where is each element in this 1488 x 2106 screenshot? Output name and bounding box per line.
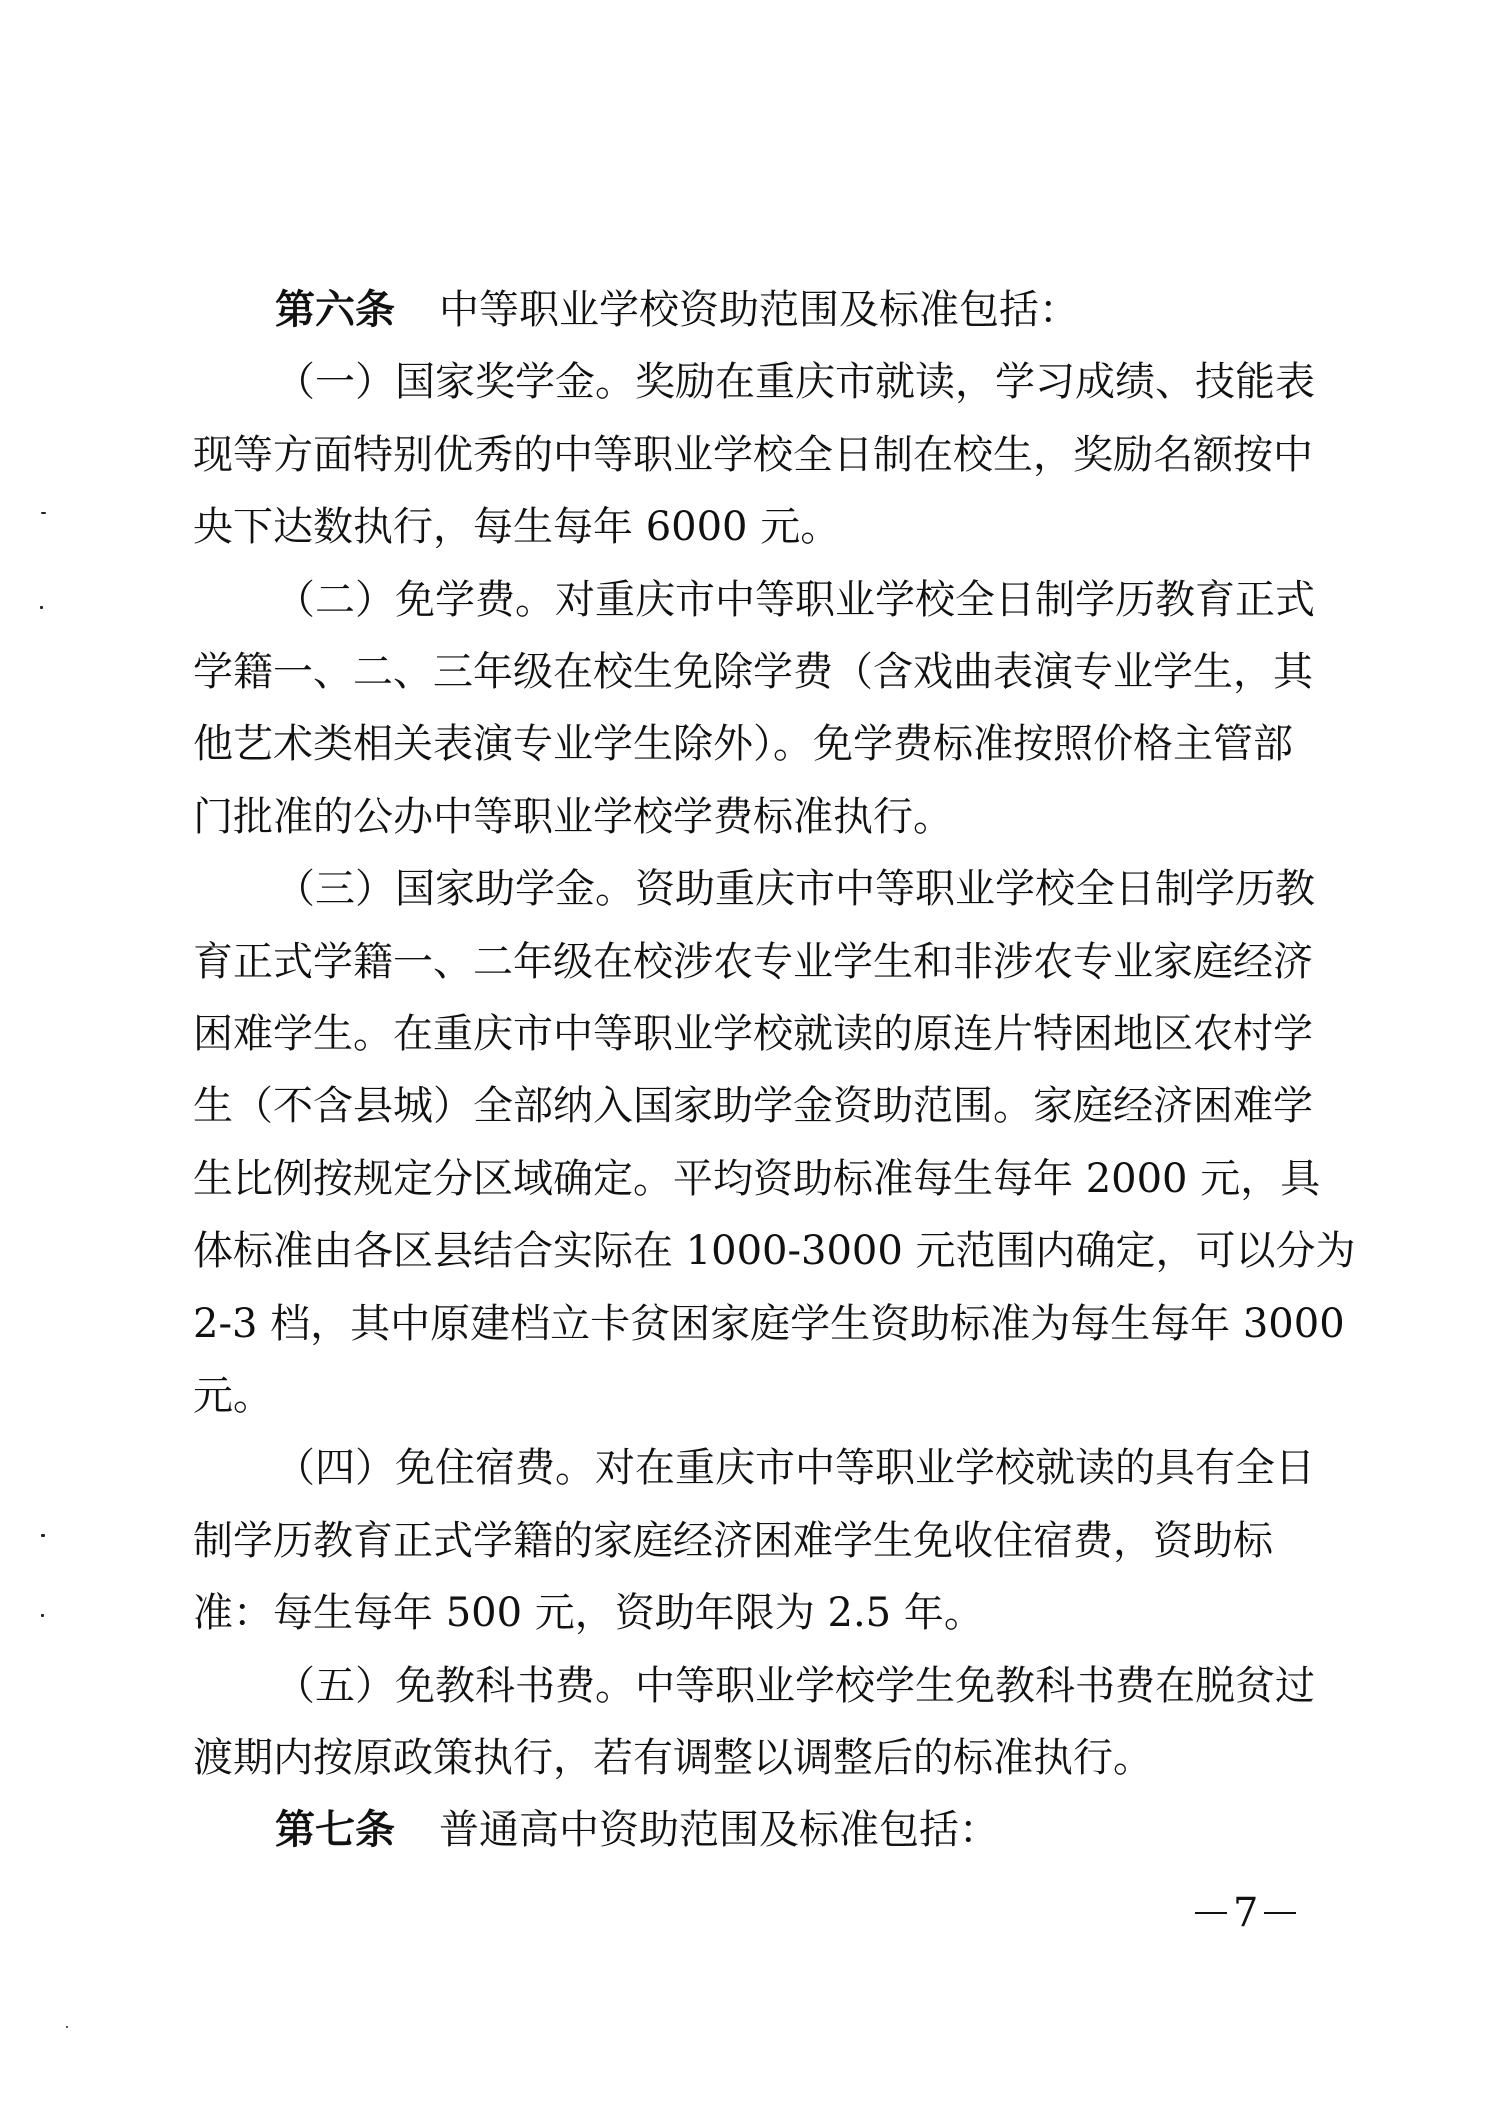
paragraph-line: 2-3 档，其中原建档立卡贫困家庭学生资助标准为每生每年 3000 bbox=[193, 1301, 1345, 1347]
paragraph-line: （五）免教科书费。中等职业学校学生免教科书费在脱贫过 bbox=[275, 1663, 1315, 1709]
paragraph-line: 困难学生。在重庆市中等职业学校就读的原连片特困地区农村学 bbox=[193, 1011, 1313, 1057]
article-7-intro: 普通高中资助范围及标准包括： bbox=[439, 1807, 999, 1853]
paragraph-line: 学籍一、二、三年级在校生免除学费（含戏曲表演专业学生，其 bbox=[193, 649, 1313, 695]
scan-speck bbox=[41, 1534, 45, 1537]
page-number-dash-left bbox=[1195, 1912, 1227, 1914]
paragraph-line: 元。 bbox=[193, 1373, 273, 1419]
paragraph-line: 门批准的公办中等职业学校学费标准执行。 bbox=[193, 794, 953, 840]
paragraph-line: 生（不含县城）全部纳入国家助学金资助范围。家庭经济困难学 bbox=[193, 1083, 1313, 1129]
article-6-line bbox=[275, 286, 1375, 333]
paragraph-line: （二）免学费。对重庆市中等职业学校全日制学历教育正式 bbox=[275, 577, 1315, 623]
paragraph-line: 现等方面特别优秀的中等职业学校全日制在校生，奖励名额按中 bbox=[193, 432, 1313, 478]
paragraph-line: 渡期内按原政策执行，若有调整以调整后的标准执行。 bbox=[193, 1735, 1153, 1781]
paragraph-line: （四）免住宿费。对在重庆市中等职业学校就读的具有全日 bbox=[275, 1445, 1315, 1491]
paragraph-line: 体标准由各区县结合实际在 1000-3000 元范围内确定，可以分为 bbox=[193, 1228, 1356, 1274]
paragraph-line: 他艺术类相关表演专业学生除外）。免学费标准按照价格主管部 bbox=[193, 721, 1293, 767]
scan-speck bbox=[40, 606, 43, 609]
scan-speck bbox=[66, 2026, 68, 2028]
scan-speck bbox=[41, 1614, 44, 1617]
paragraph-line: 育正式学籍一、二年级在校涉农专业学生和非涉农专业家庭经济 bbox=[193, 939, 1313, 985]
paragraph-line: （一）国家奖学金。奖励在重庆市就读，学习成绩、技能表 bbox=[275, 359, 1315, 405]
page-number bbox=[1195, 1890, 1296, 1936]
paragraph-line: 央下达数执行，每生每年 6000 元。 bbox=[193, 504, 841, 550]
paragraph-line: 准：每生每年 500 元，资助年限为 2.5 年。 bbox=[193, 1590, 984, 1636]
paragraph-line: （三）国家助学金。资助重庆市中等职业学校全日制学历教 bbox=[275, 866, 1315, 912]
paragraph-line: 生比例按规定分区域确定。平均资助标准每生每年 2000 元，具 bbox=[193, 1156, 1321, 1202]
article-7-line bbox=[275, 1806, 1375, 1853]
paragraph-line: 制学历教育正式学籍的家庭经济困难学生免收住宿费，资助标 bbox=[193, 1518, 1273, 1564]
article-6-heading: 第六条 bbox=[275, 286, 395, 333]
scan-speck bbox=[41, 512, 46, 514]
article-7-heading: 第七条 bbox=[275, 1806, 395, 1853]
article-6-intro: 中等职业学校资助范围及标准包括： bbox=[439, 287, 1079, 333]
page-number-dash-right bbox=[1264, 1912, 1296, 1914]
page-number-value: 7 bbox=[1233, 1890, 1259, 1936]
